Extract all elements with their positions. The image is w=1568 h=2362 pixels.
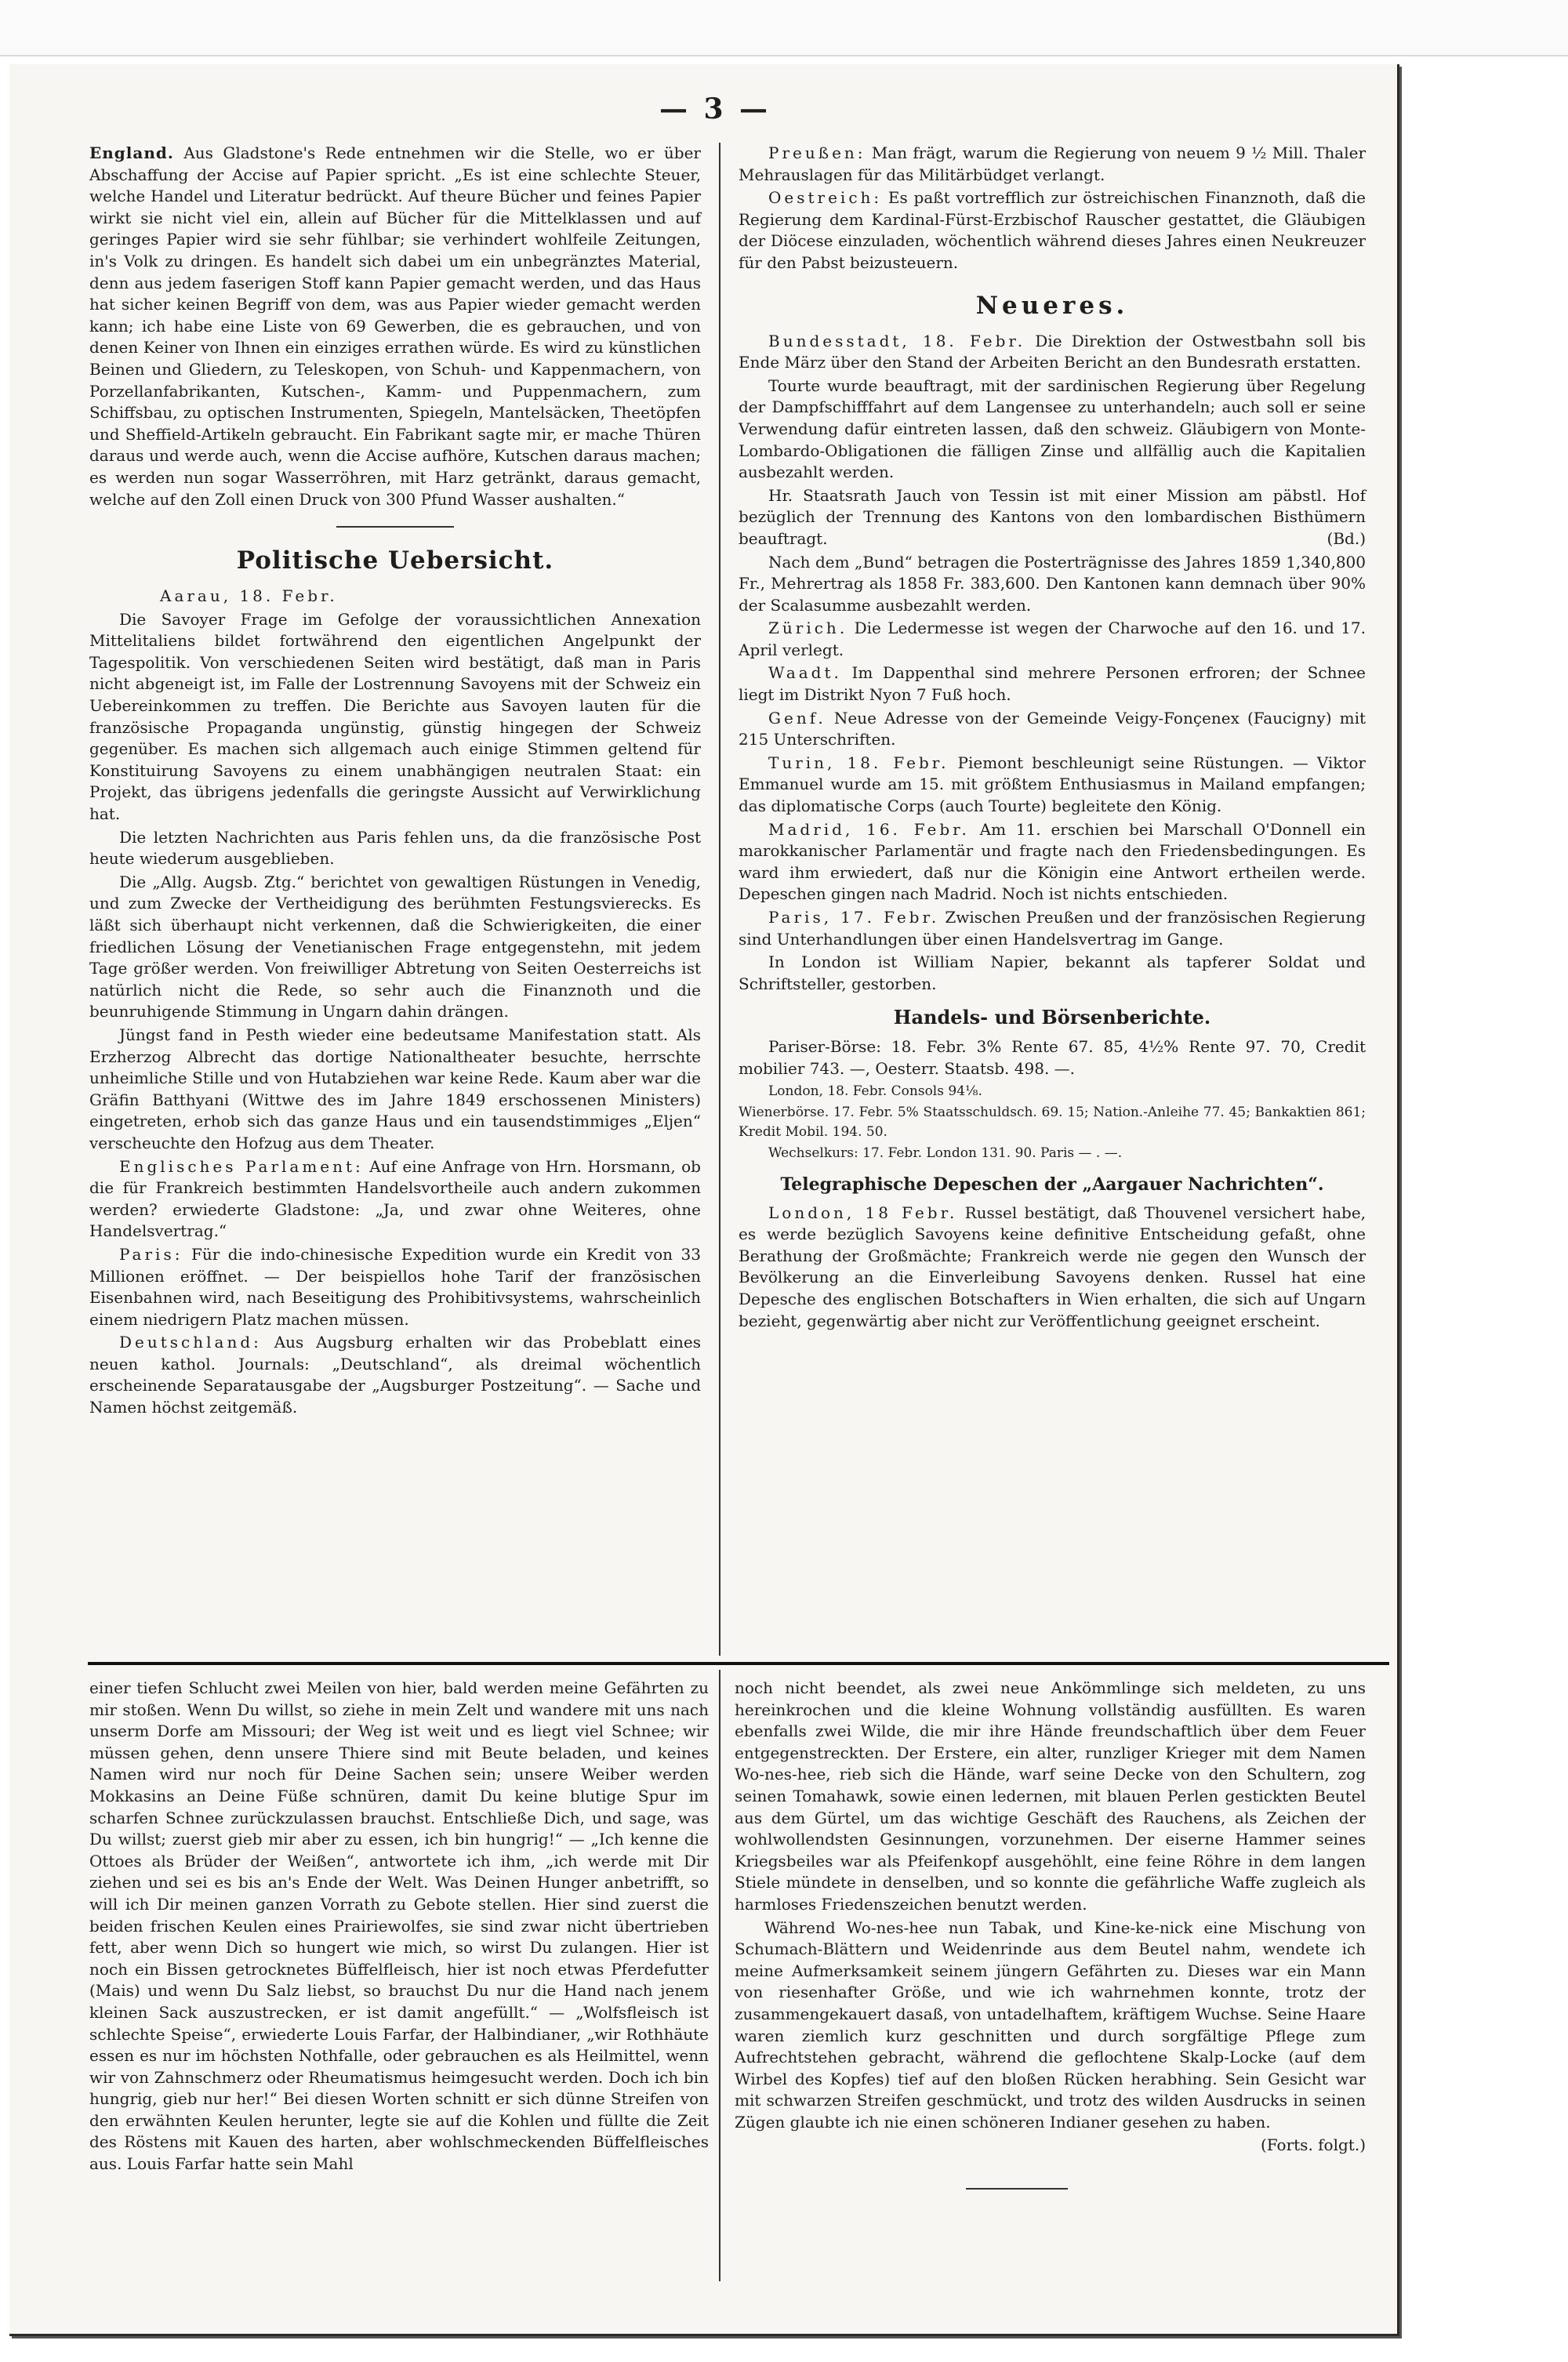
boersenberichte-title: Handels- und Börsenberichte. xyxy=(893,1006,1211,1029)
right-column-news xyxy=(739,143,1366,1333)
feuilleton-continuation-note: (Forts. folgt.) xyxy=(1260,2135,1366,2155)
boerse-paris: Pariser-Börse: 18. Febr. 3% Rente 67. 85, 4½% Rente 97. 70, Credit mobilier 743. —, Oesterr. Staatsb. 498. —. xyxy=(739,1037,1366,1078)
left-column-news xyxy=(89,143,701,1420)
england-text: Aus Gladstone's Rede entnehmen wir die Stelle, wo er über Abschaffung der Accise auf Papier spricht. „Es ist eine schlechte Steuer, welche Handel und Literatur bedrückt. Auf theure Bücher und feines Papier wirkt sie nicht viel ein, allein auf Bücher für die Mittelklassen und auf geringes Papier wird sie sehr fühlbar; sie verhindert wohlfeile Zeitungen, in's Volk zu dringen. Es handelt sich dabei um ein unbegränztes Material, denn aus jedem faserigen Stoff kann Papier gemacht werden, und das Haus hat sicher keinen Begriff von dem, was aus Papier wieder gemacht werden kann; ich habe eine Liste von 69 Gewerben, die es gebrauchen, und von denen Keiner von Ihnen ein einziges errathen würde. Es wird zu künstlichen Beinen und Gliedern, zu Teleskopen, von Schuh- und Kappenmachern, von Porzellanfabrikanten, Kutschen-, Kamm- und Puppenmachern, zum Schiffsbau, zu optischen Instrumenten, Spiegeln, Mantelsäcken, Theetöpfen und Sheffield-Artikeln gebraucht. Ein Fabrikant sagte mir, er mache Thüren daraus und werde auch, wenn die Accise aufhöre, Kutschen daraus machen; es werden nun sogar Wasserröhren, mit Harz getränkt, daraus gemacht, welche auf den Zoll einen Druck von 300 Pfund Wasser aushalten.“ xyxy=(89,143,701,509)
zuerich-paragraph xyxy=(739,618,1366,661)
england-parliament-text: Auf eine Anfrage von Hrn. Horsmann, ob die für Frankreich bestimmten Handelsvortheile auch andern zukommen werden? erwiederte Gladstone: „Ja, und zwar ohne Weiteres, ohne Handelsvertrag.“ xyxy=(89,1156,701,1241)
boerse-wechselkurs: Wechselkurs: 17. Febr. London 131. 90. Paris — . —. xyxy=(768,1145,1123,1161)
feuilleton-end-rule xyxy=(966,2188,1068,2190)
tourte-paragraph: Tourte wurde beauftragt, mit der sardinischen Regierung über Regelung der Dampfschifffahrt auf dem Langensee zu unterhandeln; auch soll er seine Verwendung dafür eintreten lassen, daß den schweiz. Gläubigern von Monte-Lombardo-Obligationen die fälligen Zinse und allfällig auch die Kapitalien ausbezahlt werden. xyxy=(739,376,1366,482)
paris-paragraph xyxy=(89,1244,701,1330)
england-lead: England. xyxy=(89,143,174,162)
telegraph-lead: London, 18 Febr. xyxy=(768,1203,958,1222)
madrid-text: Am 11. erschien bei Marschall O'Donnell ein marokkanischer Parlamentär und fragte nach den Friedensbedingungen. Es ward ihm erwiedert, daß nur die Königin eine Antwort ertheilen werde. Depeschen gingen nach Madrid. Noch ist nichts entschieden. xyxy=(739,819,1367,904)
genf-paragraph xyxy=(739,708,1366,751)
feuilleton-separator xyxy=(88,1662,1389,1665)
bund-paragraph: Nach dem „Bund“ betragen die Posterträgnisse des Jahres 1859 1,340,800 Fr., Mehrertrag als 1858 Fr. 383,600. Den Kantonen kann demnach über 90% der Scalasumme ausbezahlt werden. xyxy=(739,552,1366,615)
genf-text: Neue Adresse von der Gemeinde Veigy-Fonçenex (Faucigny) mit 215 Unterschriften. xyxy=(739,708,1367,749)
newspaper-page xyxy=(9,64,1399,2336)
dateline-aarau: Aarau, 18. Febr. xyxy=(160,586,338,606)
deutschland-lead: Deutschland: xyxy=(119,1333,262,1352)
jauch-text: Hr. Staatsrath Jauch von Tessin ist mit einer Mission am päbstl. Hof bezüglich der Trennung des Kantons von den lombardischen Bisthümern beauftragt. xyxy=(739,485,1366,548)
waadt-paragraph xyxy=(739,662,1366,706)
feuilleton-right-paragraph-1: noch nicht beendet, als zwei neue Ankömmlinge sich meldeten, zu uns hereinkrochen und die kleine Wohnung vollständig ausfüllten. Es waren ebenfalls zwei Wilde, die mir ihre Hände freundschaftlich über dem Feuer entgegenstreckten. Der Erstere, ein alter, runzliger Krieger mit dem Namen Wo-nes-hee, rieb sich die Hände, warf seine Decke von den Schultern, zog seinen Tomahawk, sowie einen ledernen, mit blauen Perlen gestickten Beutel aus dem Gürtel, um das wichtige Geschäft des Rauchens, als Zeichen der wohlwollendsten Gesinnungen, vorzunehmen. Der eiserne Hammer seines Kriegsbeiles war als Pfeifenkopf ausgehöhlt, eine feine Röhre in dem langen Stiele mündete in denselben, und so konnte die gefährliche Waffe zugleich als harmloses Friedenszeichen benutzt werden. xyxy=(735,1678,1366,1914)
turin-lead: Turin, 18. Febr. xyxy=(768,753,949,772)
england-parliament-lead: Englisches Parlament: xyxy=(119,1156,364,1176)
waadt-lead: Waadt. xyxy=(768,663,842,683)
scan-outer-background xyxy=(0,0,1568,56)
deutschland-paragraph xyxy=(89,1332,701,1418)
politics-paragraph-2: Die letzten Nachrichten aus Paris fehlen uns, da die französische Post heute wiederum ausgeblieben. xyxy=(89,827,701,869)
jauch-paragraph xyxy=(739,485,1366,550)
politics-paragraph-1: Die Savoyer Frage im Gefolge der voraussichtlichen Annexation Mittelitaliens bildet fortwährend den eigentlichen Angelpunkt der Tagespolitik. Von verschiedenen Seiten wird bestätigt, daß man in Paris nicht abgeneigt ist, im Falle der Lostrennung Savoyens mit der Schweiz ein Uebereinkommen zu treffen. Die Berichte aus Savoyen lauten für die französische Propaganda ungünstig, günstig hingegen der Schweiz gegenüber. Es machen sich allgemach auch einige Stimmen geltend für Konstituirung Savoyens zu einem unabhängigen neutralen Staat: ein Projekt, das übrigens jedenfalls die geringste Aussicht auf Verwirklichung hat. xyxy=(89,609,701,824)
turin-paragraph xyxy=(739,753,1366,818)
column-divider-top xyxy=(719,143,720,1656)
paris-lead: Paris: xyxy=(119,1244,183,1264)
feuilleton-left-text: einer tiefen Schlucht zwei Meilen von hier, bald werden meine Gefährten zu mir stoßen. Wenn Du willst, so ziehe in mein Zelt und wandere mit uns nach unserm Dorfe am Missouri; der Weg ist weit und es liegt viel Schnee; wir müssen gehen, denn unsere Thiere sind mit Beute beladen, und keines Namen wird nur noch für Deine Sachen sein; unsere Weiber werden Mokkasins an Deine Füße schnüren, damit Du keine blutige Spur im scharfen Schnee zurückzulassen brauchst. Entschließe Dich, und sage, was Du willst; zuerst gieb mir aber zu essen, ich bin hungrig!“ — „Ich kenne die Ottoes als Brüder der Weißen“, antwortete ich ihm, „ich werde mit Dir ziehen und sei es bis an's Ende der Welt. Was Deinen Hunger anbetrifft, so will ich Dir meinen ganzen Vorrath zu Gebote stellen. Hier sind zuerst die beiden frischen Keulen eines Prairiewolfes, sie sind zwar nicht übertrieben fett, aber wenn Dich so hungert wie mich, so wirst Du zulangen. Hier ist noch ein Bissen getrocknetes Büffelfleisch, hier ist noch etwas Pferdefutter (Mais) und wenn Du Salz liebst, so brauchst Du nur die Hand nach jenem kleinen Sack auszustrecken, er ist damit angefüllt.“ — „Wolfsfleisch ist schlechte Speise“, erwiederte Louis Farfar, der Halbindianer, „wir Rothhäute essen es nur im höchsten Nothfalle, oder gebrauchen es als Heilmittel, wenn wir von Zahnschmerz oder Rheumatismus heimgesucht werden. Doch ich bin hungrig, gieb nur her!“ Bei diesen Worten schnitt er sich dünne Streifen von den erwähnten Keulen herunter, legte sie auf die Kohlen und füllte die Zeit des Röstens mit Kauen des harten, aber wohlschmeckenden Büffelfleisches aus. Louis Farfar hatte sein Mahl xyxy=(89,1678,709,2174)
paris-news-lead: Paris, 17. Febr. xyxy=(768,908,940,927)
telegraph-text: Russel bestätigt, daß Thouvenel versichert habe, es werde bezüglich Savoyens keine definitive Entscheidung gefaßt, ohne Berathung der Großmächte; Frankreich werde nie gegen den Wunsch der Bevölkerung an die Einverleibung Savoyens denken. Russel hat eine Depesche des englischen Botschafters in Wien erhalten, die sich auf Ungarn bezieht, gegenwärtig aber nicht zur Veröffentlichung geeignet erscheint. xyxy=(739,1203,1367,1330)
deutschland-text: Aus Augsburg erhalten wir das Probeblatt eines neuen kathol. Journals: „Deutschland“, als dreimal wöchentlich erscheinende Separatausgabe der „Augsburger Postzeitung“. — Sache und Namen höchst zeitgemäß. xyxy=(89,1333,701,1417)
feuilleton-right-column xyxy=(735,1678,1366,2190)
paris-news-paragraph xyxy=(739,907,1366,950)
bundesstadt-text: Die Direktion der Ostwestbahn soll bis Ende März über den Stand der Arbeiten Bericht an den Bundesrath erstatten. xyxy=(739,331,1366,372)
madrid-lead: Madrid, 16. Febr. xyxy=(768,819,970,839)
politics-paragraph-4: Jüngst fand in Pesth wieder eine bedeutsame Manifestation statt. Als Erzherzog Albrecht das dortige Nationaltheater besuchte, herrschte unheimliche Stille und von Hutabziehen war keine Rede. Kaum aber war die Gräfin Batthyani (Wittwe des im Jahre 1849 erschossenen Ministers) eingetreten, erhob sich das ganze Haus und ein tausendstimmiges „Eljen“ verscheuchte den Hofzug aus dem Theater. xyxy=(89,1025,701,1152)
page-number: — 3 — xyxy=(659,93,771,125)
bundesstadt-paragraph xyxy=(739,331,1366,374)
preussen-lead: Preußen: xyxy=(768,143,866,162)
oestreich-paragraph xyxy=(739,187,1366,274)
london-paragraph: In London ist William Napier, bekannt als tapferer Soldat und Schriftsteller, gestorben. xyxy=(739,952,1366,993)
jauch-source-tag: (Bd.) xyxy=(1327,528,1366,548)
madrid-paragraph xyxy=(739,819,1366,905)
bundesstadt-lead: Bundesstadt, 18. Febr. xyxy=(768,331,1026,350)
boerse-wien: Wienerbörse. 17. Febr. 5% Staatsschuldsch. 69. 15; Nation.-Anleihe 77. 45; Bankaktien 861; Kredit Mobil. 194. 50. xyxy=(739,1104,1366,1140)
england-parliament-paragraph xyxy=(89,1156,701,1243)
oestreich-lead: Oestreich: xyxy=(768,188,883,208)
zuerich-lead: Zürich. xyxy=(768,619,848,638)
england-paragraph xyxy=(89,143,701,510)
paris-news-text: Zwischen Preußen und der französischen Regierung sind Unterhandlungen über einen Handelsvertrag im Gange. xyxy=(739,908,1366,949)
column-divider-bottom xyxy=(719,1670,720,2281)
feuilleton-left-column xyxy=(89,1678,709,2177)
zuerich-text: Die Ledermesse ist wegen der Charwoche auf den 16. und 17. April verlegt. xyxy=(739,619,1367,659)
feuilleton-right-paragraph-2: Während Wo-nes-hee nun Tabak, und Kine-ke-nick eine Mischung von Schumach-Blättern und Weidenrinde aus dem Beutel nahm, wendete ich meine Aufmerksamkeit seinem jüngern Gefährten zu. Dieses war ein Mann von riesenhafter Größe, und wie ich wahrnehmen konnte, trotz der zusammengekauert dasaß, von untadelhaftem, kräftigem Wuchse. Seine Haare waren ziemlich kurz geschnitten und durch sorgfältige Pflege zum Aufrechtstehen gebracht, während die geflochtene Skalp-Locke (auf dem Wirbel des Kopfes) tief auf den bloßen Rücken herabhing. Sein Gesicht war mit schwarzen Streifen geschmückt, und trotz des wilden Ausdrucks in seinen Zügen glaubte ich nie einen schöneren Indianer gesehen zu haben. xyxy=(735,1918,1366,2132)
politische-uebersicht-title: Politische Uebersicht. xyxy=(236,546,554,575)
boerse-london: London, 18. Febr. Consols 94⅛. xyxy=(768,1083,982,1099)
waadt-text: Im Dappenthal sind mehrere Personen erfroren; der Schnee liegt im Distrikt Nyon 7 Fuß hoch. xyxy=(739,663,1366,705)
preussen-text: Man frägt, warum die Regierung von neuem 9 ½ Mill. Thaler Mehrauslagen für das Militärbüdget verlangt. xyxy=(739,143,1367,184)
turin-text: Piemont beschleunigt seine Rüstungen. — Viktor Emmanuel wurde am 15. mit größtem Enthusiasmus in Mailand empfangen; das diplomatische Corps (auch Tourte) begleitete den König. xyxy=(739,753,1366,816)
telegraph-paragraph xyxy=(739,1203,1366,1333)
politics-paragraph-3: Die „Allg. Augsb. Ztg.“ berichtet von gewaltigen Rüstungen in Venedig, und zum Zwecke der Vertheidigung des berühmten Festungsvierecks. Es läßt sich überhaupt nicht verkennen, daß die Schwierigkeiten, die einer friedlichen Lösung der Venetianischen Frage entgegenstehn, mit jedem Tage größer werden. Von freiwilliger Abtretung von Seiten Oesterreichs ist natürlich nicht die Rede, so sehr auch die Finanznoth und die beunruhigende Stimmung in Ungarn dahin drängen. xyxy=(89,872,701,1021)
paris-text: Für die indo-chinesische Expedition wurde ein Kredit von 33 Millionen eröffnet. — Der beispiellos hohe Tarif der französischen Eisenbahnen wird, nach Beseitigung des Prohibitivsystems, wahrscheinlich einem niedrigern Platz machen müssen. xyxy=(89,1244,701,1329)
telegraph-title: Telegraphische Depeschen der „Aargauer Nachrichten“. xyxy=(780,1174,1324,1195)
genf-lead: Genf. xyxy=(768,708,826,727)
section-divider xyxy=(336,526,454,528)
neueres-title: Neueres. xyxy=(975,291,1129,320)
oestreich-text: Es paßt vortrefflich zur östreichischen Finanznoth, daß die Regierung dem Kardinal-Fürst-Erzbischof Rauscher gestattet, die Gläubigen der Diöcese einzuladen, wöchentlich während dieses Jahres einen Neukreuzer für den Pabst beizusteuern. xyxy=(739,188,1367,272)
preussen-paragraph xyxy=(739,143,1366,186)
